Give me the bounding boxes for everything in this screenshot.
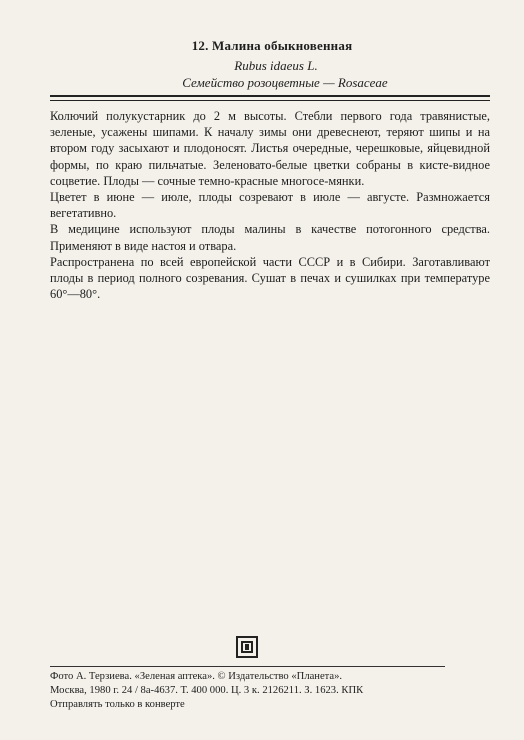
- description: [50, 108, 490, 302]
- description-paragraph: Колючий полукустарник до 2 м высоты. Стебли первого года травянистые, зеленые, усажены шипами. К началу зимы они древеснеют, теряют шипы и на втором году засыхают и плодоносят. Листья очередные, черешковые, яйцевидной формы, по краю пильчатые. Зеленовато-белые цветки собраны в кисте-видное соцветие. Плоды — сочные темно-красные многосе-мянки.: [50, 109, 490, 188]
- imprint: [50, 670, 470, 712]
- imprint-print-details: Москва, 1980 г. 24 / 8а-4637. Т. 400 000. Ц. 3 к. 2126211. З. 1623. КПК: [50, 685, 364, 696]
- footer-rule: [50, 666, 445, 667]
- description-paragraph: Распространена по всей европейской части СССР и в Сибири. Заготавливают плоды в период полного созревания. Сушат в печах и сушилках при температуре 60°—80°.: [50, 254, 490, 302]
- header-rule-thick: [50, 95, 490, 97]
- latin-name: Rubus idaeus L.: [234, 58, 318, 73]
- plant-family: Семейство розоцветные — Rosaceae: [182, 75, 388, 90]
- imprint-credits: Фото А. Терзиева. «Зеленая аптека». © Издательство «Планета».: [50, 671, 343, 682]
- description-paragraph: В медицине используют плоды малины в качестве потогонного средства. Применяют в виде настоя и отвара.: [50, 222, 490, 253]
- plant-title: 12. Малина обыкновенная: [191, 38, 353, 53]
- publisher-logo-mark: [245, 644, 249, 650]
- description-paragraph: Цветет в июне — июле, плоды созревают в июле — августе. Размножается вегетативно.: [50, 190, 490, 221]
- header-rule-thin: [50, 100, 490, 101]
- imprint-mailing-note: Отправлять только в конверте: [50, 699, 185, 710]
- publisher-logo-icon: [236, 636, 258, 658]
